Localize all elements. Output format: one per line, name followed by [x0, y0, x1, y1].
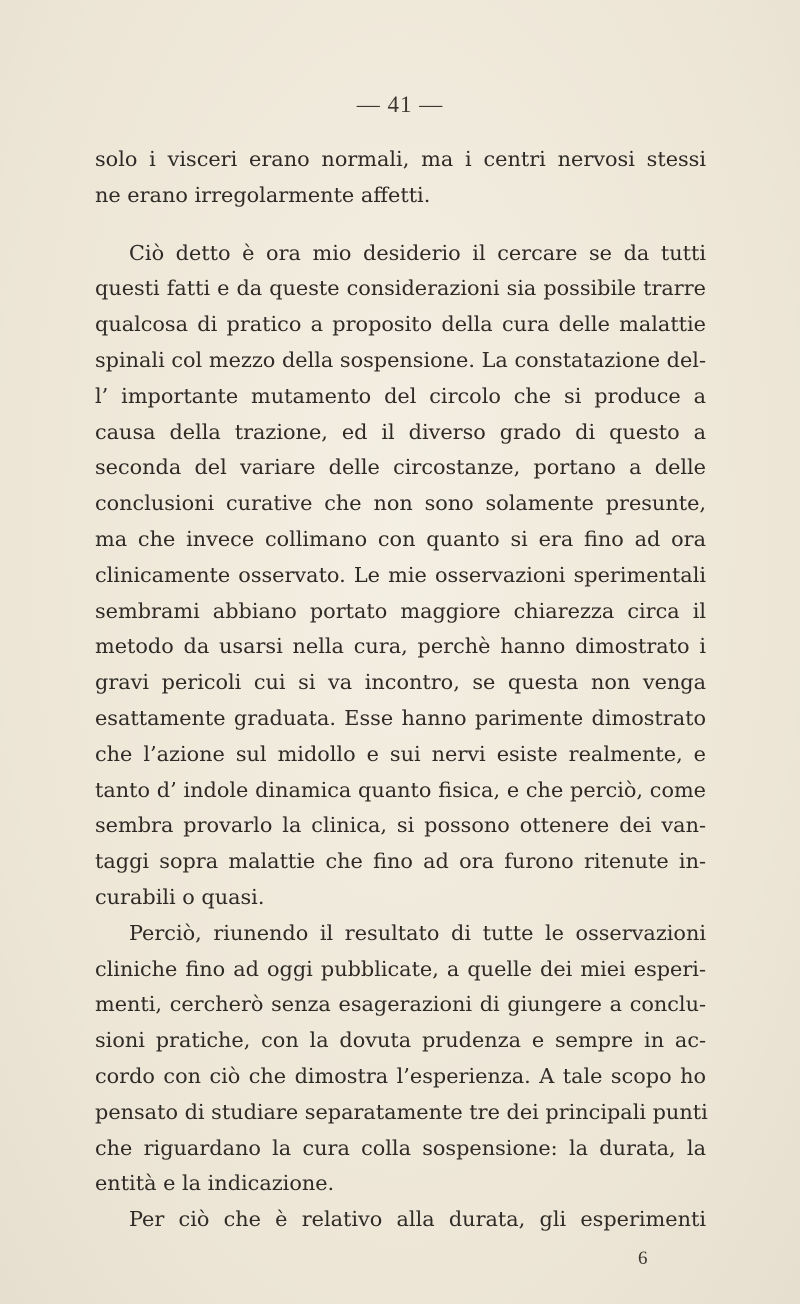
- text-line: sioni pratiche, con la dovuta prudenza e sempre in ac-: [95, 1028, 706, 1053]
- text-line: esattamente graduata. Esse hanno parimente dimostrato: [95, 705, 706, 730]
- text-line: qualcosa di pratico a proposito della cura delle malattie: [95, 312, 706, 337]
- text-line: l’ importante mutamento del circolo che si produce a: [95, 383, 706, 408]
- text-line: menti, cercherò senza esagerazioni di giungere a conclu-: [95, 992, 706, 1017]
- text-line: Perciò, riunendo il resultato di tutte le osservazioni: [129, 920, 706, 945]
- text-line: spinali col mezzo della sospensione. La constatazione del-: [95, 347, 706, 372]
- text-line: solo i visceri erano normali, ma i centri nervosi stessi: [95, 147, 706, 171]
- text-line: Ciò detto è ora mio desiderio il cercare se da tutti: [129, 240, 706, 265]
- text-line: metodo da usarsi nella cura, perchè hanno dimostrato i: [95, 634, 706, 659]
- text-line: clinicamente osservato. Le mie osservazioni sperimentali: [95, 562, 706, 587]
- text-line: cordo con ciò che dimostra l’esperienza. A tale scopo ho: [95, 1063, 706, 1088]
- paragraph: [95, 236, 706, 916]
- text-line: pensato di studiare separatamente tre dei principali punti: [95, 1099, 708, 1124]
- signature-mark: 6: [638, 1248, 648, 1269]
- text-line: che riguardano la cura colla sospensione: la durata, la: [95, 1135, 706, 1160]
- text-line: sembra provarlo la clinica, si possono ottenere dei van-: [95, 813, 706, 838]
- paragraph: [95, 916, 706, 1202]
- text-line: curabili o quasi.: [95, 884, 265, 909]
- text-line: entità e la indicazione.: [95, 1171, 335, 1196]
- text-line: tanto d’ indole dinamica quanto fisica, e che perciò, come: [95, 777, 706, 802]
- text-line: conclusioni curative che non sono solamente presunte,: [95, 491, 706, 516]
- text-line: causa della trazione, ed il diverso grado di questo a: [95, 419, 706, 444]
- text-line: sembrami abbiano portato maggiore chiarezza circa il: [95, 598, 706, 623]
- text-line: taggi sopra malattie che fino ad ora furono ritenute in-: [95, 849, 706, 874]
- text-line: Per ciò che è relativo alla durata, gli esperimenti: [129, 1207, 706, 1232]
- paragraph: [95, 1202, 706, 1238]
- text-line: ma che invece collimano con quanto si era fino ad ora: [95, 526, 706, 551]
- text-line: gravi pericoli cui si va incontro, se questa non venga: [95, 670, 706, 695]
- text-body: [95, 142, 706, 1238]
- text-line: seconda del variare delle circostanze, portano a delle: [95, 455, 706, 480]
- paragraph: [95, 142, 706, 214]
- text-line: questi fatti e da queste considerazioni sia possibile trarre: [95, 276, 706, 301]
- text-line: che l’azione sul midollo e sui nervi esiste realmente, e: [95, 741, 706, 766]
- page-number: — 41 —: [356, 92, 444, 117]
- text-line: cliniche fino ad oggi pubblicate, a quelle dei miei esperi-: [95, 956, 706, 981]
- text-line: ne erano irregolarmente affetti.: [95, 182, 431, 207]
